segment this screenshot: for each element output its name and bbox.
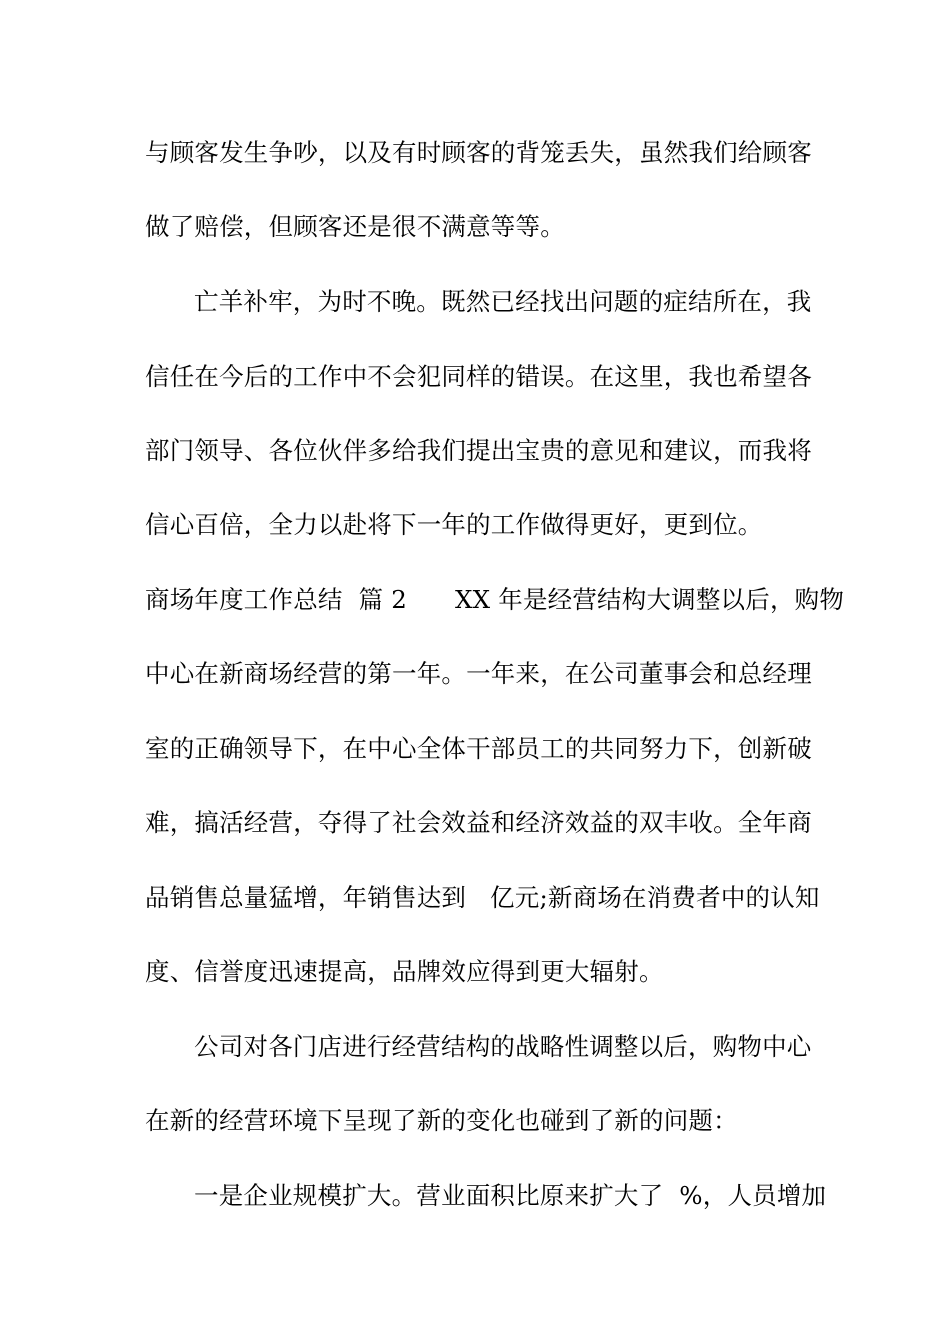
- text-line-4: 信任在今后的工作中不会犯同样的错误。在这里，我也希望各: [145, 362, 812, 391]
- text-line-10: 难，搞活经营，夺得了社会效益和经济效益的双丰收。全年商: [145, 808, 812, 837]
- section-heading-line: 商场年度工作总结 篇 2 XX 年是经营结构大调整以后，购物: [145, 585, 845, 614]
- text-line-12: 度、信誉度迅速提高，品牌效应得到更大辐射。: [145, 957, 664, 986]
- text-line-15: 一是企业规模扩大。营业面积比原来扩大了 %，人员增加: [194, 1181, 827, 1210]
- text-line-8: 中心在新商场经营的第一年。一年来，在公司董事会和总经理: [145, 659, 812, 688]
- text-line-11: 品销售总量猛增，年销售达到 亿元;新商场在消费者中的认知: [145, 883, 820, 912]
- text-line-13: 公司对各门店进行经营结构的战略性调整以后，购物中心: [194, 1032, 812, 1061]
- text-line-5: 部门领导、各位伙伴多给我们提出宝贵的意见和建议，而我将: [145, 436, 812, 465]
- text-line-3: 亡羊补牢，为时不晚。既然已经找出问题的症结所在，我: [194, 287, 812, 316]
- text-line-6: 信心百倍，全力以赴将下一年的工作做得更好，更到位。: [145, 510, 763, 539]
- text-line-9: 室的正确领导下，在中心全体干部员工的共同努力下，创新破: [145, 734, 812, 763]
- text-line-1: 与顾客发生争吵，以及有时顾客的背笼丢失，虽然我们给顾客: [145, 138, 812, 167]
- text-line-14: 在新的经营环境下呈现了新的变化也碰到了新的问题：: [145, 1106, 738, 1135]
- text-line-2: 做了赔偿，但顾客还是很不满意等等。: [145, 212, 565, 241]
